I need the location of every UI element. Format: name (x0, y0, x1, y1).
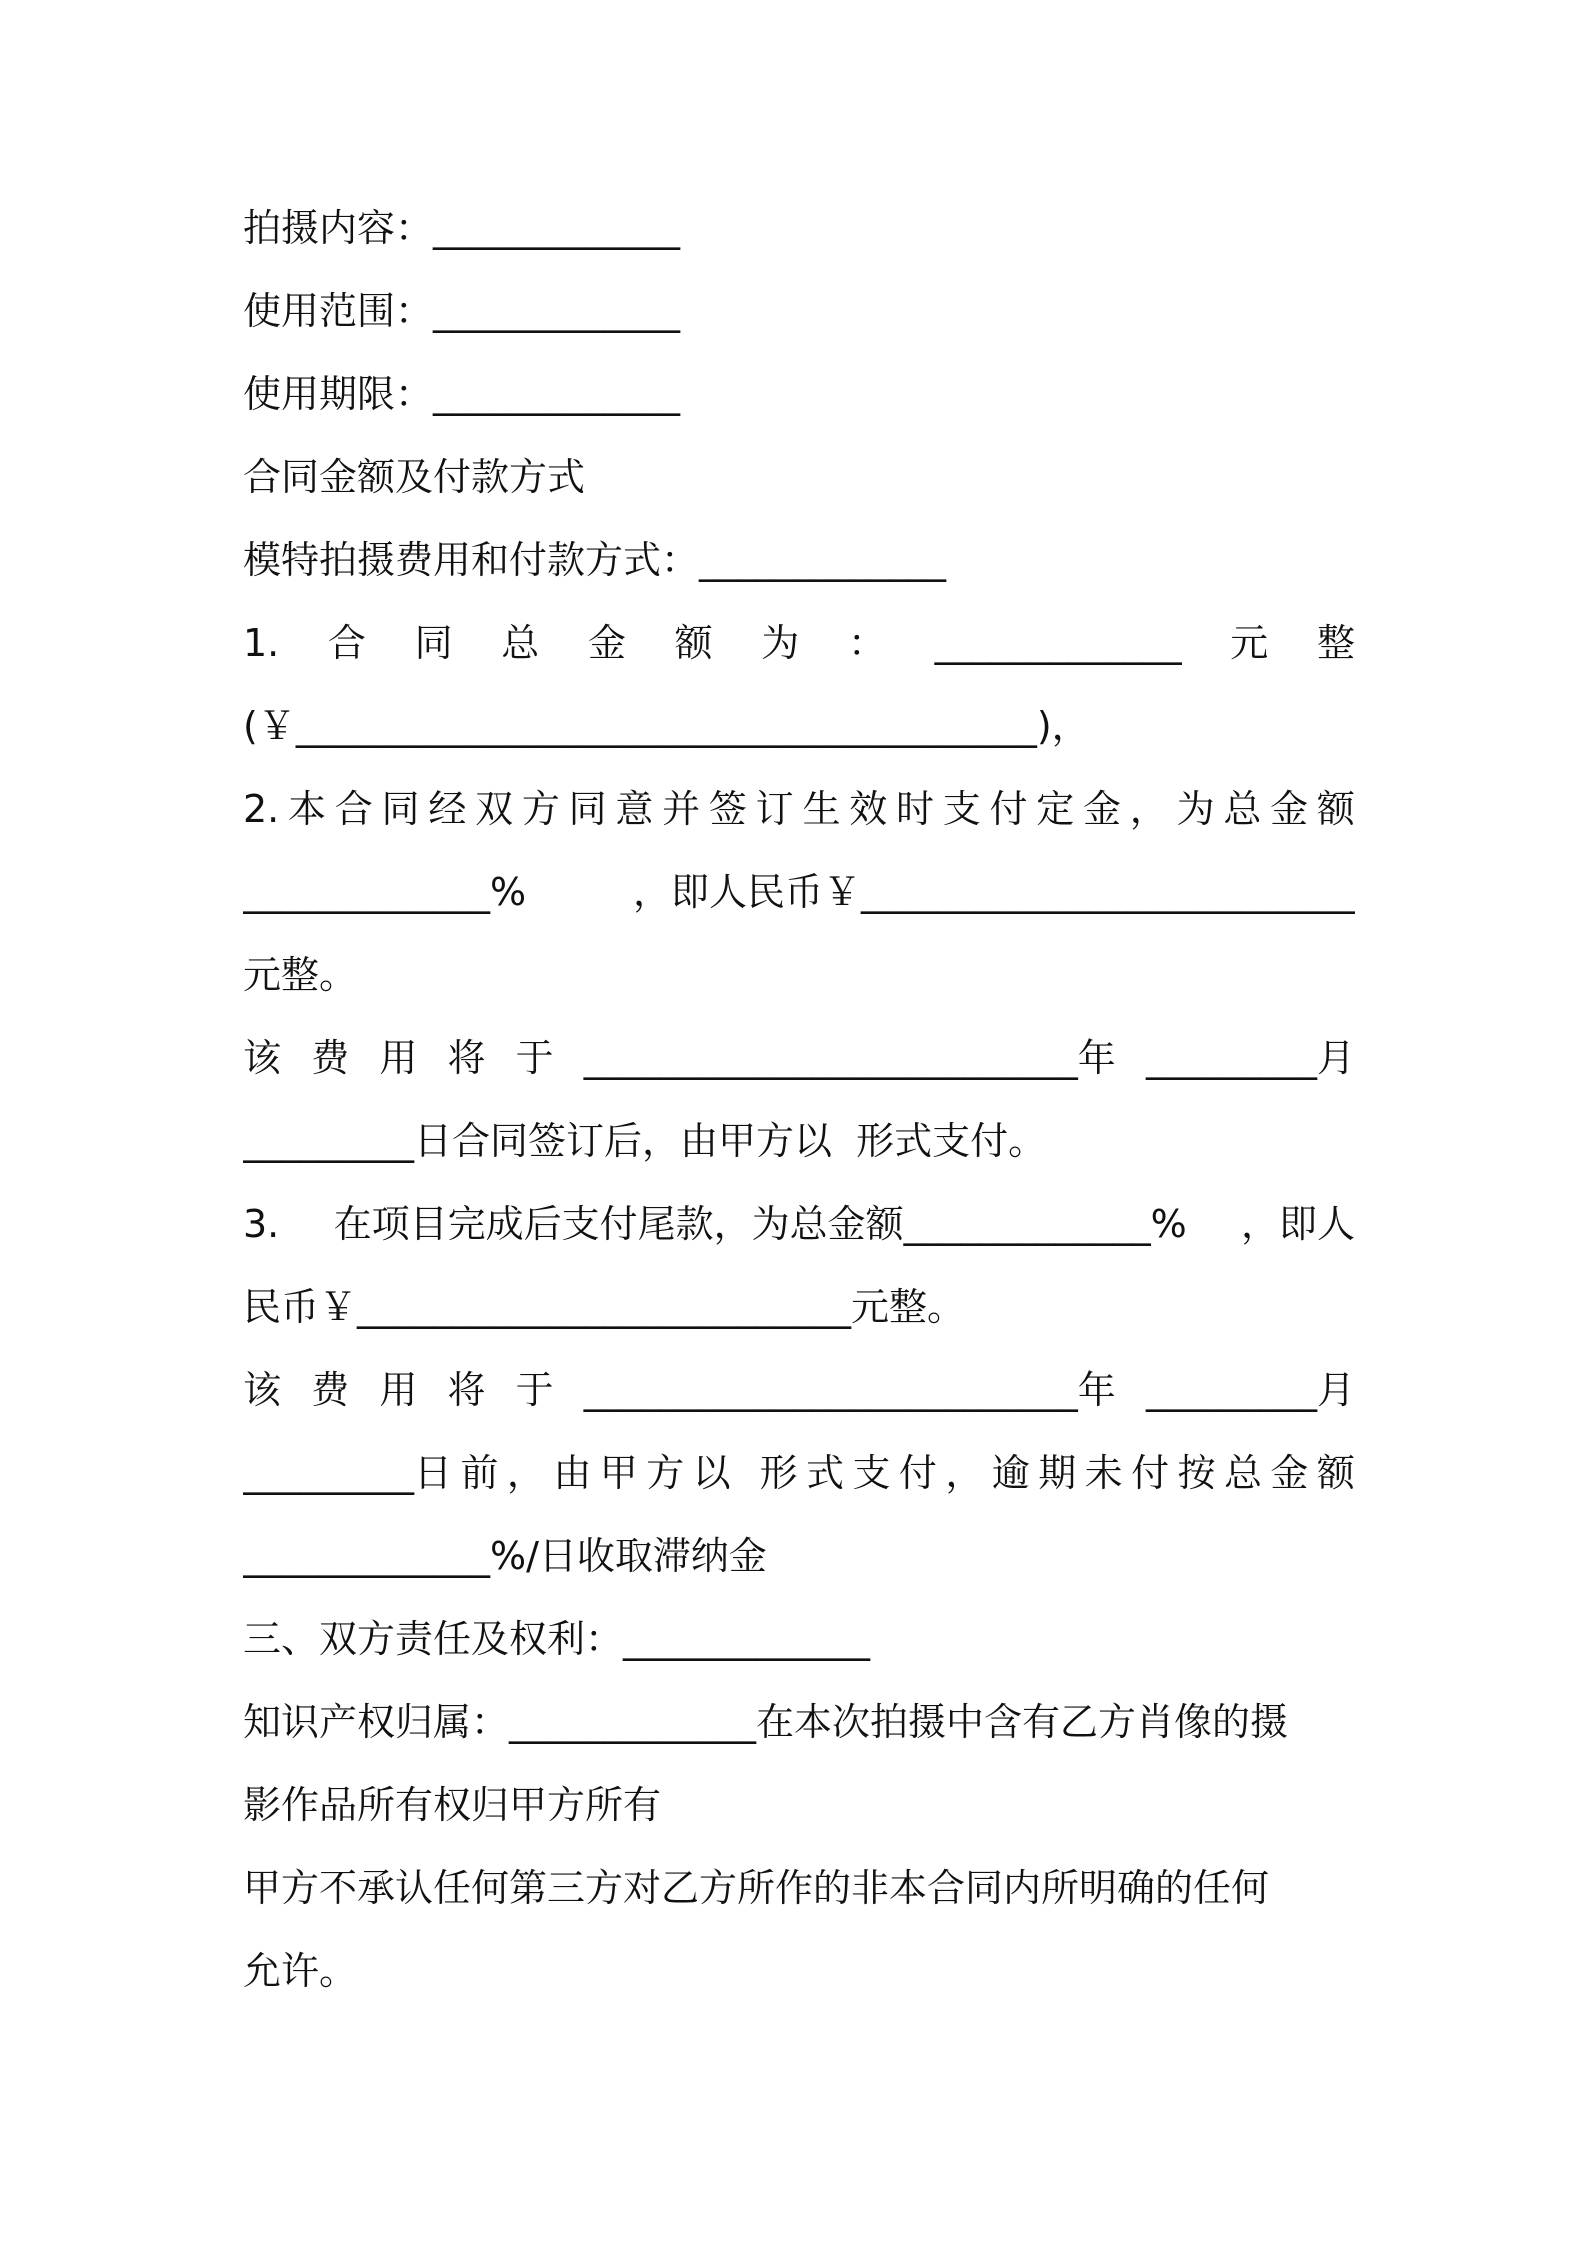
item3-rmb-line: 民币￥__________________________元整。 (243, 1285, 966, 1329)
item1-amount-blank: _____________ (934, 621, 1182, 665)
item3-char: ， (506, 1451, 545, 1495)
item3-date-char: 用 (379, 1368, 418, 1412)
item2-char: 金 (1270, 787, 1309, 831)
item3-rmb-start: ，即人 (1240, 1202, 1355, 1246)
item1-char: 为 (761, 621, 800, 665)
item2-char: 时 (895, 787, 934, 831)
item2-char: 本 (288, 787, 327, 831)
item2-rmb-blank: ，即人民币￥__________________________ (632, 870, 1355, 914)
item3-char: 额 (1316, 1451, 1355, 1495)
item3-late-fee-line: _____________%/日收取滞纳金 (243, 1534, 767, 1578)
item3-month-blank: _________月 (1145, 1368, 1355, 1412)
item3-char: 付 (1131, 1451, 1170, 1495)
item3-final-payment-line (243, 1201, 1355, 1247)
item3-char: 由 (553, 1451, 592, 1495)
item3-year-blank: __________________________年 (583, 1368, 1116, 1412)
model-fee-payment-line: 模特拍摄费用和付款方式：_____________ (243, 538, 947, 582)
item3-char: 甲 (599, 1451, 638, 1495)
usage-period-line: 使用期限：_____________ (243, 372, 681, 416)
third-party-line: 甲方不承认任何第三方对乙方所作的非本合同内所明确的任何 (243, 1866, 1270, 1910)
item1-char: 合 (327, 621, 366, 665)
item3-overdue-line (243, 1450, 1355, 1496)
item1-char: 元 (1230, 621, 1269, 665)
item2-percent-blank: _____________% (243, 870, 527, 914)
item3-space (739, 1450, 751, 1496)
item2-number: 2. (243, 787, 280, 831)
item2-date-char: 该 (243, 1036, 282, 1080)
item2-char: 订 (755, 787, 794, 831)
item2-char: 方 (521, 787, 560, 831)
item1-char: ： (847, 621, 886, 665)
item3-char: 逾 (991, 1451, 1030, 1495)
item2-percent-line (243, 869, 1355, 915)
item3-char: 前 (460, 1451, 499, 1495)
item2-char: 双 (475, 787, 514, 831)
item2-char: 经 (428, 787, 467, 831)
item1-total-amount-line (243, 620, 1355, 666)
item2-char: 同 (568, 787, 607, 831)
item2-deposit-line (243, 786, 1355, 832)
item2-char: 额 (1316, 787, 1355, 831)
item3-date-char: 将 (447, 1368, 486, 1412)
ip-ownership-line-2: 影作品所有权归甲方所有 (243, 1783, 662, 1827)
item1-char: 总 (501, 621, 540, 665)
item2-char: 支 (942, 787, 981, 831)
item2-date-char: 将 (447, 1036, 486, 1080)
item2-char: 并 (662, 787, 701, 831)
item2-char: ， (1129, 787, 1168, 831)
item3-char: 支 (852, 1451, 891, 1495)
item3-char: ， (945, 1451, 984, 1495)
item2-date-line (243, 1035, 1355, 1081)
item3-char: 式 (806, 1451, 845, 1495)
item2-date-char: 用 (379, 1036, 418, 1080)
item3-char: 方 (646, 1451, 685, 1495)
item2-char: 合 (334, 787, 373, 831)
item2-char: 意 (615, 787, 654, 831)
item1-number: 1. (243, 621, 280, 665)
item3-char: 按 (1177, 1451, 1216, 1495)
item3-date-char: 该 (243, 1368, 282, 1412)
item3-number: 3. (243, 1202, 280, 1246)
item1-char: 整 (1316, 621, 1355, 665)
usage-scope-line: 使用范围：_____________ (243, 289, 681, 333)
item2-char: 生 (802, 787, 841, 831)
item2-char: 总 (1223, 787, 1262, 831)
item1-rmb-amount-line: (￥_______________________________________)， (243, 704, 1090, 748)
item2-char: 为 (1176, 787, 1215, 831)
item2-yuan-line: 元整。 (243, 953, 358, 997)
item2-date-char: 费 (311, 1036, 350, 1080)
item3-char: 期 (1038, 1451, 1077, 1495)
item2-char: 同 (381, 787, 420, 831)
item1-char: 同 (414, 621, 453, 665)
item3-date-line (243, 1367, 1355, 1413)
item3-day-blank: _________日 (243, 1451, 453, 1495)
item3-char: 总 (1223, 1451, 1262, 1495)
shooting-content-line: 拍摄内容：_____________ (243, 206, 681, 250)
item2-char: 签 (708, 787, 747, 831)
item2-year-blank: __________________________年 (583, 1036, 1116, 1080)
item3-char: 付 (898, 1451, 937, 1495)
item3-char: 金 (1270, 1451, 1309, 1495)
item2-char: 金 (1083, 787, 1122, 831)
item3-char: 未 (1084, 1451, 1123, 1495)
item3-date-char: 费 (311, 1368, 350, 1412)
contract-amount-heading: 合同金额及付款方式 (243, 455, 586, 499)
item2-char: 付 (989, 787, 1028, 831)
item3-char: 形 (759, 1451, 798, 1495)
item2-char: 效 (849, 787, 888, 831)
item2-month-blank: _________月 (1145, 1036, 1355, 1080)
item1-char: 额 (674, 621, 713, 665)
section3-heading: 三、双方责任及权利：_____________ (243, 1617, 871, 1661)
item3-date-char: 于 (515, 1368, 554, 1412)
item3-char: 以 (692, 1451, 731, 1495)
third-party-line-2: 允许。 (243, 1949, 358, 1993)
item3-percent-text: 在项目完成后支付尾款，为总金额_____________% (333, 1202, 1187, 1246)
item2-char: 定 (1036, 787, 1075, 831)
ip-ownership-line: 知识产权归属：_____________在本次拍摄中含有乙方肖像的摄 (243, 1700, 1289, 1744)
item2-payment-form-line: _________日合同签订后，由甲方以 形式支付。 (243, 1119, 1047, 1163)
item1-char: 金 (587, 621, 626, 665)
item2-date-char: 于 (515, 1036, 554, 1080)
